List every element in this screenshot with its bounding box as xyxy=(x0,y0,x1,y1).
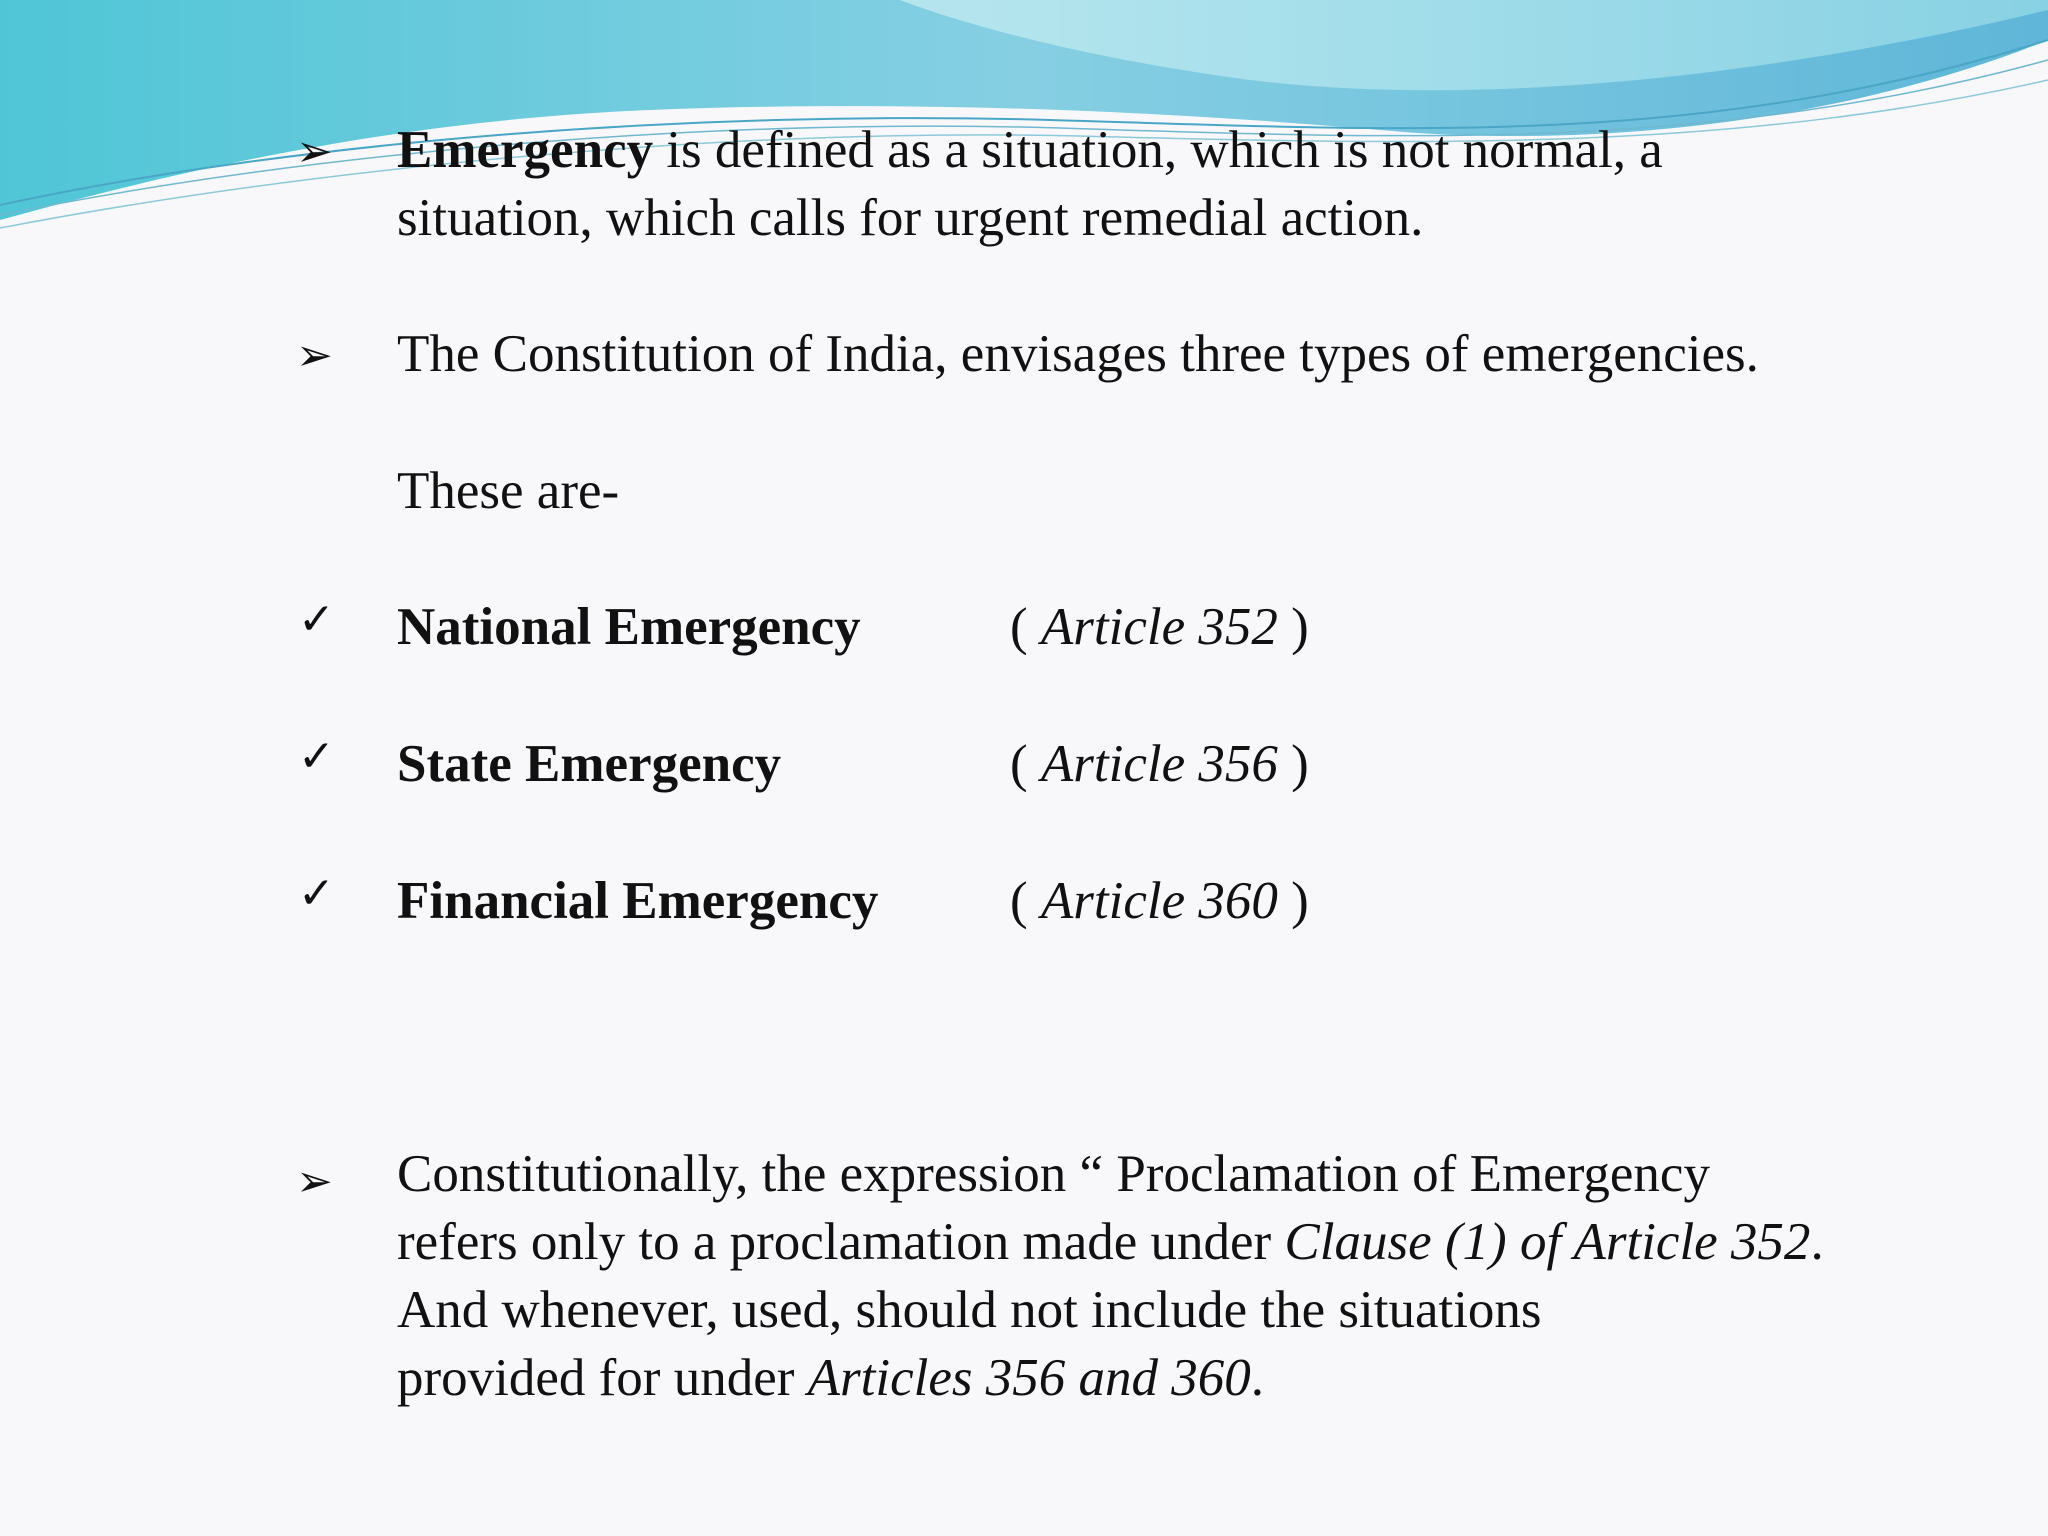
checkmark-icon: ✓ xyxy=(298,594,335,645)
constitution-statement: The Constitution of India, envisages three types of emergencies. xyxy=(397,325,1759,383)
proclamation-text: refers only to a proclamation made under xyxy=(397,1213,1285,1271)
arrowhead-bullet-icon: ➢ xyxy=(296,1156,333,1207)
definition-text-1: is defined as a situation, which is not normal, a xyxy=(653,121,1663,179)
emergency-term: Emergency xyxy=(397,121,654,179)
paren-close: ) xyxy=(1277,735,1309,793)
article-ref: Article 356 xyxy=(1040,735,1278,793)
arrowhead-bullet-icon: ➢ xyxy=(296,330,333,381)
type-article-state xyxy=(1010,730,1309,798)
paren-close: ) xyxy=(1277,872,1309,930)
paren-open: ( xyxy=(1010,872,1041,930)
type-name-financial: Financial Emergency xyxy=(397,872,879,930)
paren-close: ) xyxy=(1277,598,1309,656)
type-article-financial xyxy=(1010,867,1309,935)
articles-reference: Articles 356 and 360 xyxy=(807,1349,1251,1407)
period: . xyxy=(1810,1213,1824,1271)
proclamation-line-1: Constitutionally, the expression “ Proclamation of Emergency xyxy=(397,1145,1710,1203)
period: . xyxy=(1250,1349,1264,1407)
proclamation-line-2 xyxy=(397,1208,1824,1276)
type-name-state: State Emergency xyxy=(397,735,782,793)
paren-open: ( xyxy=(1010,735,1041,793)
type-article-national xyxy=(1010,593,1309,661)
proclamation-line-3: And whenever, used, should not include the situations xyxy=(397,1281,1542,1339)
types-intro: These are- xyxy=(397,462,620,520)
checkmark-icon: ✓ xyxy=(298,731,335,782)
clause-reference: Clause (1) of Article 352 xyxy=(1284,1213,1811,1271)
type-name-national: National Emergency xyxy=(397,598,861,656)
proclamation-text: provided for under xyxy=(397,1349,808,1407)
article-ref: Article 352 xyxy=(1040,598,1278,656)
definition-line-1 xyxy=(397,116,1663,184)
checkmark-icon: ✓ xyxy=(298,868,335,919)
paren-open: ( xyxy=(1010,598,1041,656)
definition-line-2: situation, which calls for urgent remedial action. xyxy=(397,189,1424,247)
article-ref: Article 360 xyxy=(1040,872,1278,930)
arrowhead-bullet-icon: ➢ xyxy=(296,126,333,177)
proclamation-line-4 xyxy=(397,1344,1264,1412)
